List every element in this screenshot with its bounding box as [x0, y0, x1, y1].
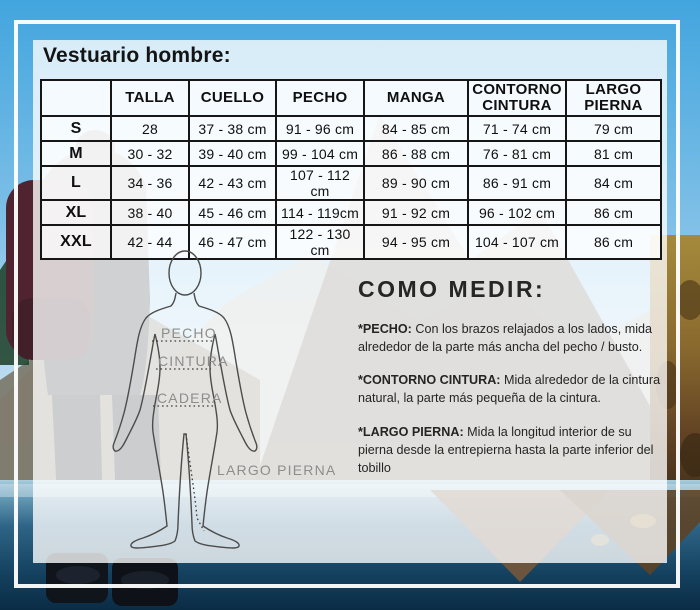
table-cell: 46 - 47 cm — [189, 225, 276, 259]
size-table — [40, 79, 662, 260]
size-table-header — [41, 80, 661, 116]
size-cell: S — [41, 116, 111, 141]
table-cell: 42 - 44 — [111, 225, 189, 259]
diagram-label-largo-pierna: LARGO PIERNA — [217, 462, 337, 478]
table-cell: 71 - 74 cm — [468, 116, 566, 141]
page-title: Vestuario hombre: — [43, 44, 231, 67]
column-header: TALLA — [111, 80, 189, 116]
column-header: MANGA — [364, 80, 468, 116]
table-cell: 86 cm — [566, 200, 661, 225]
table-cell: 81 cm — [566, 141, 661, 166]
como-medir-heading: COMO MEDIR: — [358, 276, 546, 302]
table-cell: 96 - 102 cm — [468, 200, 566, 225]
size-cell: XL — [41, 200, 111, 225]
instruction-text: Mida alrededor de la cintura natural, la parte más pequeña de la cintura. — [358, 373, 661, 406]
diagram-label-cadera: CADERA — [157, 390, 223, 406]
table-row — [41, 225, 661, 259]
column-header — [41, 80, 111, 116]
table-cell: 84 - 85 cm — [364, 116, 468, 141]
table-cell: 86 - 88 cm — [364, 141, 468, 166]
column-header: PECHO — [276, 80, 364, 116]
table-row — [41, 141, 661, 166]
size-cell: XXL — [41, 225, 111, 259]
table-cell: 76 - 81 cm — [468, 141, 566, 166]
table-cell: 42 - 43 cm — [189, 166, 276, 200]
table-cell: 94 - 95 cm — [364, 225, 468, 259]
table-cell: 28 — [111, 116, 189, 141]
table-cell: 37 - 38 cm — [189, 116, 276, 141]
table-cell: 39 - 40 cm — [189, 141, 276, 166]
diagram-label-pecho: PECHO — [161, 325, 217, 341]
instruction-lead: *CONTORNO CINTURA: — [358, 373, 501, 388]
size-cell: L — [41, 166, 111, 200]
measure-instruction-pecho — [358, 320, 666, 356]
table-cell: 86 - 91 cm — [468, 166, 566, 200]
table-cell: 84 cm — [566, 166, 661, 200]
table-cell: 122 - 130 cm — [276, 225, 364, 259]
table-cell: 99 - 104 cm — [276, 141, 364, 166]
table-cell: 79 cm — [566, 116, 661, 141]
column-header: CONTORNO CINTURA — [468, 80, 566, 116]
table-cell: 114 - 119cm — [276, 200, 364, 225]
table-row — [41, 200, 661, 225]
table-cell: 104 - 107 cm — [468, 225, 566, 259]
instruction-text: Mida la longitud interior de su pierna desde la entrepierna hasta la parte inferior del tobillo — [358, 424, 654, 475]
table-row — [41, 166, 661, 200]
measure-instruction-largo-pierna — [358, 423, 666, 477]
instruction-lead: *PECHO: — [358, 322, 412, 336]
table-cell: 86 cm — [566, 225, 661, 259]
table-row — [41, 116, 661, 141]
table-cell: 45 - 46 cm — [189, 200, 276, 225]
measure-instruction-contorno-cintura — [358, 371, 666, 407]
column-header: CUELLO — [189, 80, 276, 116]
table-cell: 34 - 36 — [111, 166, 189, 200]
table-cell: 91 - 92 cm — [364, 200, 468, 225]
column-header: LARGO PIERNA — [566, 80, 661, 116]
table-cell: 38 - 40 — [111, 200, 189, 225]
table-cell: 91 - 96 cm — [276, 116, 364, 141]
header-row — [41, 80, 661, 116]
instruction-lead: *LARGO PIERNA: — [358, 424, 464, 439]
table-cell: 30 - 32 — [111, 141, 189, 166]
table-cell: 89 - 90 cm — [364, 166, 468, 200]
size-cell: M — [41, 141, 111, 166]
como-medir-section — [358, 276, 666, 492]
diagram-label-cintura: CINTURA — [158, 353, 229, 369]
instruction-text: Con los brazos relajados a los lados, mida alrededor de la parte más ancha del pecho / busto. — [358, 322, 652, 355]
size-table-body — [41, 116, 661, 259]
table-cell: 107 - 112 cm — [276, 166, 364, 200]
